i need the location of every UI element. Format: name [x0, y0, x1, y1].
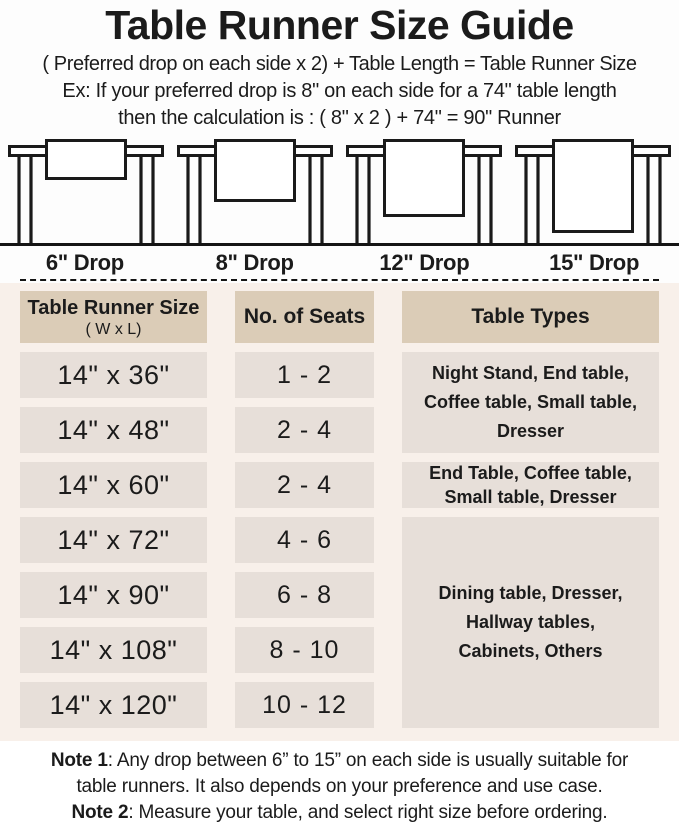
runner-drape — [554, 141, 633, 232]
drop-illustrations-row — [0, 132, 679, 243]
page-title: Table Runner Size Guide — [105, 2, 574, 48]
drop-label-15in: 15" Drop — [549, 249, 640, 275]
note-2-text: : Measure your table, and select right size before ordering. — [128, 802, 608, 823]
notes — [0, 741, 679, 826]
example-line-2: then the calculation is : ( 8" x 2 ) + 74" = 90" Runner — [118, 107, 561, 129]
runner-drape — [385, 141, 464, 216]
seats-cell: 1 - 2 — [235, 352, 374, 398]
table-illustration-6in — [8, 139, 164, 243]
note-2-label: Note 2 — [71, 802, 129, 823]
table-runner-drawing — [8, 139, 164, 243]
drop-labels-row — [0, 246, 679, 279]
note-1-line-2: table runners. It also depends on your preference and use case. — [76, 776, 603, 797]
runner-size-cell: 14" x 36" — [20, 352, 207, 398]
drop-label-6in: 6" Drop — [45, 249, 124, 275]
dashed-divider — [20, 279, 659, 281]
note-1-line-1 — [0, 748, 679, 774]
runner-size-cell: 14" x 108" — [20, 627, 207, 673]
column-header-size-sub: ( W x L) — [85, 320, 142, 338]
size-table-section — [0, 283, 679, 741]
column-header-size-title: Table Runner Size — [27, 296, 200, 319]
example-line-1: Ex: If your preferred drop is 8" on each side for a 74" table length — [62, 80, 617, 102]
table-types-text: Night Stand, End table, Coffee table, Small table, Dresser — [423, 363, 638, 441]
runner-size-cell: 14" x 120" — [20, 682, 207, 728]
runner-size-cell: 14" x 60" — [20, 462, 207, 508]
table-types-cell — [402, 462, 659, 508]
table-runner-drawing — [177, 139, 333, 243]
table-runner-drawing — [515, 139, 671, 243]
table-illustration-15in — [515, 139, 671, 243]
table-types-text: Dining table, Dresser, Hallway tables, Cabinets, Others — [438, 583, 623, 661]
column-header-size — [20, 291, 207, 343]
seats-cell: 2 - 4 — [235, 462, 374, 508]
seats-cell: 2 - 4 — [235, 407, 374, 453]
note-2-line — [0, 800, 679, 826]
table-runner-drawing — [346, 139, 502, 243]
table-illustration-12in — [346, 139, 502, 243]
runner-drape — [216, 141, 295, 201]
runner-drape — [47, 141, 126, 179]
table-types-cell — [402, 517, 659, 728]
column-header-types: Table Types — [402, 291, 659, 343]
header — [0, 0, 679, 132]
runner-size-cell: 14" x 90" — [20, 572, 207, 618]
runner-size-cell: 14" x 72" — [20, 517, 207, 563]
note-1-label: Note 1 — [50, 750, 108, 771]
runner-size-cell: 14" x 48" — [20, 407, 207, 453]
table-illustration-8in — [177, 139, 333, 243]
table-types-cell — [402, 352, 659, 453]
size-table — [20, 291, 659, 728]
column-header-seats: No. of Seats — [235, 291, 374, 343]
drop-label-8in: 8" Drop — [215, 249, 294, 275]
seats-cell: 8 - 10 — [235, 627, 374, 673]
formula-line: ( Preferred drop on each side x 2) + Table Length = Table Runner Size — [42, 53, 637, 75]
seats-cell: 10 - 12 — [235, 682, 374, 728]
seats-cell: 4 - 6 — [235, 517, 374, 563]
drop-label-12in: 12" Drop — [379, 249, 470, 275]
note-1-text: : Any drop between 6” to 15” on each side is usually suitable for — [107, 750, 629, 771]
seats-cell: 6 - 8 — [235, 572, 374, 618]
table-types-text: End Table, Coffee table, Small table, Dresser — [429, 463, 632, 507]
